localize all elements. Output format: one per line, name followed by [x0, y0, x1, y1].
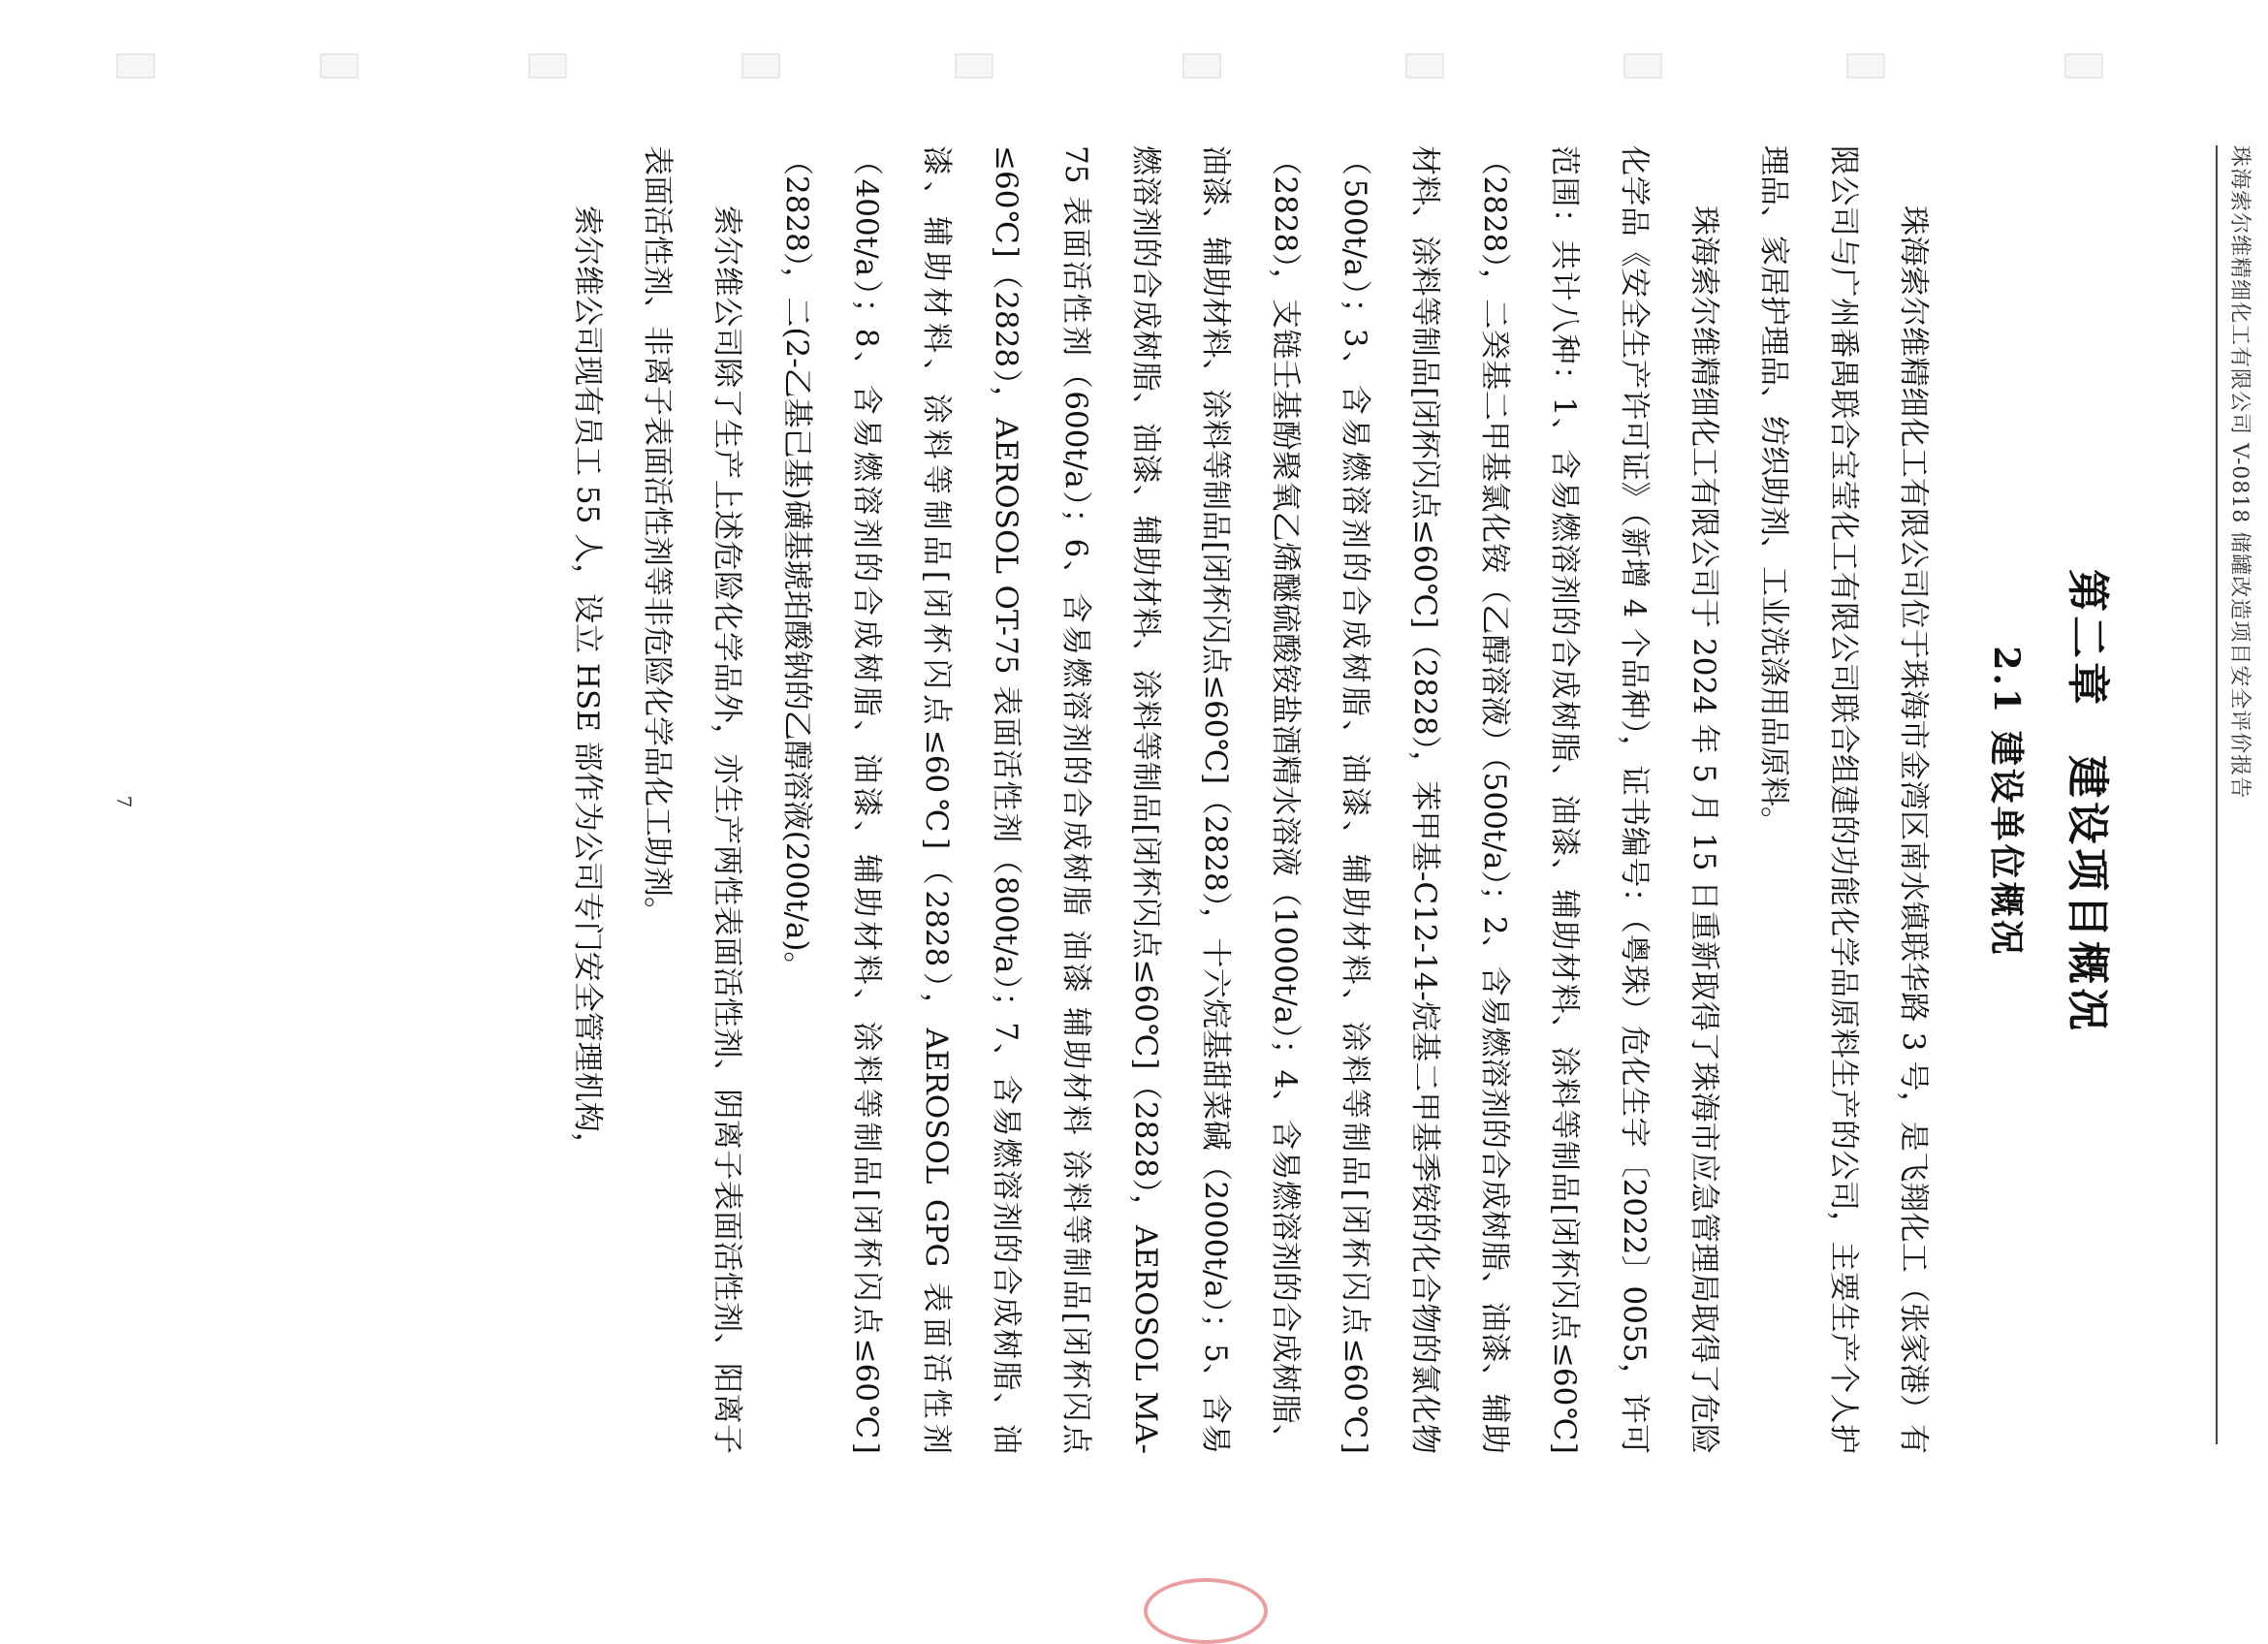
section-title: 2.1 建设单位概况	[1986, 646, 2027, 958]
paragraph-staff: 索尔维公司现有员工 55 人，设立 HSE 部作为公司专门安全管理机构，	[570, 206, 605, 1162]
chapter-title: 第二章 建设项目概况	[2063, 569, 2112, 1034]
paragraph-other-products: 索尔维公司除了生产上述危险化学品外，亦生产两性表面活性剂、阴离子表面活性剂、阳离子表面活性剂、非离子表面活性剂等非危险化学品化工助剂。	[640, 145, 744, 1454]
body-text	[552, 145, 1948, 1454]
header-rule	[2216, 145, 2218, 1444]
paragraph-safety-license: 珠海索尔维精细化工有限公司于 2024 年 5 月 15 日重新取得了珠海市应急管理局取得了危险化学品《安全生产许可证》（新增 4 个品种），证书编号：（粤珠）危化生字〔2022〕0055，许可范围：共计八种：1、含易燃溶剂的合成树脂、油漆、辅助材料、涂料等制品[闭杯闪点≤60℃]（2828），二癸基二甲基氯化铵（乙醇溶液）（500t/a）；2、含易燃溶剂的合成树脂、油漆、辅助材料、涂料等制品[闭杯闪点≤60℃]（2828），苯甲基-C12-14-烷基二甲基季铵的化合物的氯化物（500t/a）；3、含易燃溶剂的合成树脂、油漆、辅助材料、涂料等制品[闭杯闪点≤60℃]（2828），支链壬基酚聚氧乙烯醚硫酸铵盐酒精水溶液（1000t/a）；4、含易燃溶剂的合成树脂、油漆、辅助材料、涂料等制品[闭杯闪点≤60℃]（2828），十六烷基甜菜碱（2000t/a）；5、含易燃溶剂的合成树脂、油漆、辅助材料、涂料等制品[闭杯闪点≤60℃]（2828），AEROSOL MA-75 表面活性剂（600t/a）；6、含易燃溶剂的合成树脂 油漆 辅助材料 涂料等制品[闭杯闪点≤60℃]（2828），AEROSOL OT-75 表面活性剂（800t/a）；7、含易燃溶剂的合成树脂、油漆、辅助材料、涂料等制品[闭杯闪点≤60℃]（2828），AEROSOL GPG 表面活性剂（400t/a）；8、含易燃溶剂的合成树脂、油漆、辅助材料、涂料等制品[闭杯闪点≤60℃]（2828），二(2-乙基己基)磺基琥珀酸钠的乙醇溶液(200t/a)。	[779, 145, 1721, 1454]
page-number: 7	[112, 795, 136, 808]
paragraph-company-location: 珠海索尔维精细化工有限公司位于珠海市金湾区南水镇联华路 3 号，是飞翔化工（张家港）有限公司与广州番禺联合宝莹化工有限公司联合组建的功能化学品原料生产的公司，主要生产个人护理品、家居护理品、纺织助剂、工业洗涤用品原料。	[1756, 145, 1931, 1454]
running-header: 珠海索尔维精细化工有限公司 V-0818 储罐改造项目安全评价报告	[2227, 145, 2252, 800]
